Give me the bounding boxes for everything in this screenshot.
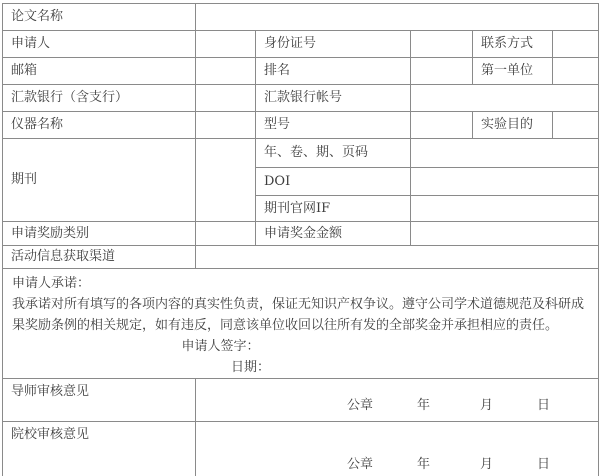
year-label: 年	[417, 398, 431, 414]
applicant-label: 申请人	[3, 31, 196, 58]
bank-input[interactable]	[196, 85, 256, 112]
row-applicant	[3, 31, 599, 58]
commitment-title: 申请人承诺：	[12, 276, 91, 291]
email-label: 邮箱	[3, 58, 196, 85]
school-review-area[interactable]	[196, 422, 599, 476]
month-label: 月	[480, 398, 494, 414]
row-bank	[3, 85, 599, 112]
award-type-input[interactable]	[196, 222, 256, 246]
applicant-input[interactable]	[196, 31, 256, 58]
row-commitment	[3, 269, 599, 379]
seal-label: 公章	[347, 457, 374, 473]
mentor-review-area[interactable]	[196, 379, 599, 422]
purpose-input[interactable]	[553, 112, 599, 139]
rank-label: 排名	[256, 58, 411, 85]
issue-label: 年、卷、期、页码	[256, 139, 411, 168]
id-number-input[interactable]	[411, 31, 473, 58]
row-mentor-review	[3, 379, 599, 422]
channel-label: 活动信息获取渠道	[3, 246, 196, 269]
row-email	[3, 58, 599, 85]
issue-input[interactable]	[411, 139, 599, 168]
doi-label: DOI	[256, 168, 411, 196]
school-review-label: 院校审核意见	[3, 422, 196, 476]
paper-title-input[interactable]	[196, 4, 599, 31]
instrument-input[interactable]	[196, 112, 256, 139]
contact-label: 联系方式	[473, 31, 553, 58]
first-unit-label: 第一单位	[473, 58, 553, 85]
mentor-review-label: 导师审核意见	[3, 379, 196, 422]
contact-input[interactable]	[553, 31, 599, 58]
email-input[interactable]	[196, 58, 256, 85]
purpose-label: 实验目的	[473, 112, 553, 139]
row-channel	[3, 246, 599, 269]
award-type-label: 申请奖励类别	[3, 222, 196, 246]
model-input[interactable]	[411, 112, 473, 139]
id-number-label: 身份证号	[256, 31, 411, 58]
row-instrument	[3, 112, 599, 139]
day-label: 日	[537, 398, 551, 414]
bank-account-input[interactable]	[411, 85, 599, 112]
journal-input[interactable]	[196, 139, 256, 222]
award-amount-input[interactable]	[411, 222, 599, 246]
application-form-table	[2, 3, 599, 476]
bank-label: 汇款银行（含支行）	[3, 85, 196, 112]
award-amount-label: 申请奖金金额	[256, 222, 411, 246]
mentor-seal-date-line	[196, 398, 550, 414]
year-label: 年	[417, 457, 431, 473]
row-paper-title	[3, 4, 599, 31]
if-input[interactable]	[411, 196, 599, 222]
rank-input[interactable]	[411, 58, 473, 85]
first-unit-input[interactable]	[553, 58, 599, 85]
row-journal-issue	[3, 139, 599, 168]
bank-account-label: 汇款银行帐号	[256, 85, 411, 112]
model-label: 型号	[256, 112, 411, 139]
journal-label: 期刊	[3, 139, 196, 222]
commitment-cell	[3, 269, 599, 379]
row-school-review	[3, 422, 599, 476]
commitment-body: 我承诺对所有填写的各项内容的真实性负责，保证无知识产权争议。遵守公司学术道德规范及科研成果奖励条例的相关规定，如有违反，同意该单位收回以往所有发的全部奖金并承担相应的责任。	[12, 297, 585, 333]
commitment-signature-label: 申请人签字：	[181, 339, 260, 354]
doi-input[interactable]	[411, 168, 599, 196]
if-label: 期刊官网IF	[256, 196, 411, 222]
commitment-date-label: 日期：	[231, 360, 271, 375]
channel-input[interactable]	[196, 246, 599, 269]
paper-title-label: 论文名称	[3, 4, 196, 31]
row-award	[3, 222, 599, 246]
seal-label: 公章	[347, 398, 374, 414]
school-seal-date-line	[196, 457, 550, 473]
month-label: 月	[480, 457, 494, 473]
day-label: 日	[537, 457, 551, 473]
instrument-label: 仪器名称	[3, 112, 196, 139]
